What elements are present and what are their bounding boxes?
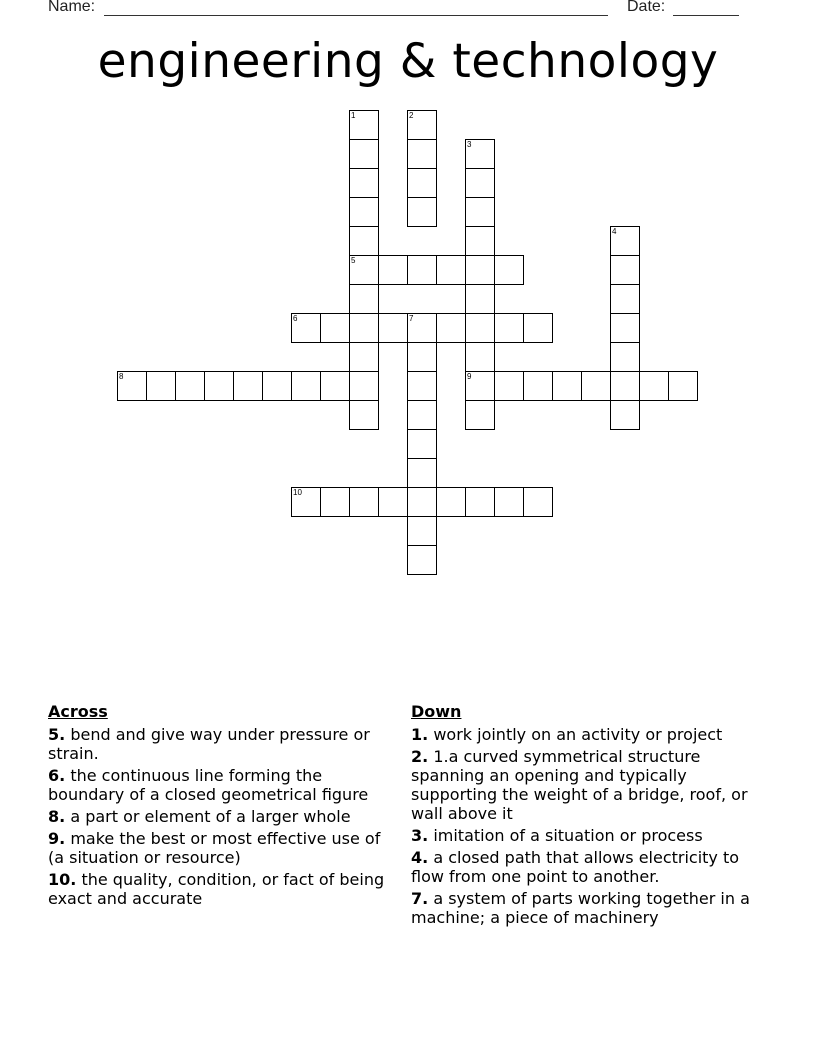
grid-cell[interactable] [523, 487, 553, 517]
cell-number: 9 [467, 372, 472, 381]
grid-cell[interactable] [465, 487, 495, 517]
clue-text: the continuous line forming the boundary of a closed geometrical figure [48, 766, 369, 804]
grid-cell[interactable] [349, 168, 379, 198]
grid-cell[interactable] [407, 255, 437, 285]
down-clue [411, 889, 763, 927]
grid-cell[interactable] [465, 226, 495, 256]
clue-text: imitation of a situation or process [433, 826, 703, 845]
grid-cell[interactable] [349, 139, 379, 169]
grid-cell[interactable] [320, 313, 350, 343]
across-clues [48, 702, 394, 911]
clue-number: 4. [411, 848, 429, 867]
grid-cell[interactable] [407, 197, 437, 227]
clue-text: make the best or most effective use of (a situation or resource) [48, 829, 381, 867]
clue-text: a closed path that allows electricity to flow from one point to another. [411, 848, 740, 886]
grid-cell[interactable] [407, 313, 437, 343]
grid-cell[interactable] [349, 110, 379, 140]
across-clue [48, 725, 394, 763]
grid-cell[interactable] [436, 313, 466, 343]
cell-number: 7 [409, 314, 414, 323]
grid-cell[interactable] [262, 371, 292, 401]
grid-cell[interactable] [378, 255, 408, 285]
cell-number: 4 [612, 227, 617, 236]
across-clue [48, 870, 394, 908]
clue-number: 2. [411, 747, 429, 766]
grid-cell[interactable] [320, 487, 350, 517]
grid-cell[interactable] [349, 342, 379, 372]
grid-cell[interactable] [465, 371, 495, 401]
grid-cell[interactable] [494, 371, 524, 401]
grid-cell[interactable] [494, 313, 524, 343]
grid-cell[interactable] [146, 371, 176, 401]
clue-number: 10. [48, 870, 77, 889]
grid-cell[interactable] [465, 313, 495, 343]
grid-cell[interactable] [465, 168, 495, 198]
grid-cell[interactable] [407, 371, 437, 401]
clue-number: 3. [411, 826, 429, 845]
grid-cell[interactable] [610, 313, 640, 343]
grid-cell[interactable] [610, 342, 640, 372]
grid-cell[interactable] [349, 371, 379, 401]
down-clue [411, 747, 763, 823]
grid-cell[interactable] [407, 545, 437, 575]
cell-number: 2 [409, 111, 414, 120]
clue-text: the quality, condition, or fact of being exact and accurate [48, 870, 385, 908]
grid-cell[interactable] [610, 226, 640, 256]
clue-text: a part or element of a larger whole [70, 807, 351, 826]
grid-cell[interactable] [610, 255, 640, 285]
grid-cell[interactable] [349, 284, 379, 314]
cell-number: 1 [351, 111, 356, 120]
clue-number: 8. [48, 807, 66, 826]
grid-cell[interactable] [668, 371, 698, 401]
grid-cell[interactable] [407, 516, 437, 546]
clue-text: work jointly on an activity or project [433, 725, 723, 744]
grid-cell[interactable] [349, 313, 379, 343]
grid-cell[interactable] [349, 487, 379, 517]
grid-cell[interactable] [610, 284, 640, 314]
grid-cell[interactable] [233, 371, 263, 401]
down-clue [411, 848, 763, 886]
grid-cell[interactable] [610, 400, 640, 430]
down-clue [411, 725, 763, 744]
grid-cell[interactable] [610, 371, 640, 401]
down-heading: Down [411, 702, 462, 721]
grid-cell[interactable] [465, 139, 495, 169]
grid-cell[interactable] [581, 371, 611, 401]
grid-cell[interactable] [494, 487, 524, 517]
clue-number: 5. [48, 725, 66, 744]
grid-cell[interactable] [378, 487, 408, 517]
name-label: Name: [48, 0, 96, 15]
grid-cell[interactable] [349, 400, 379, 430]
clue-text: bend and give way under pressure or strain. [48, 725, 370, 763]
cell-number: 5 [351, 256, 356, 265]
grid-cell[interactable] [523, 313, 553, 343]
grid-cell[interactable] [378, 313, 408, 343]
grid-cell[interactable] [407, 429, 437, 459]
across-clue [48, 807, 394, 826]
grid-cell[interactable] [407, 458, 437, 488]
grid-cell[interactable] [407, 342, 437, 372]
clue-number: 1. [411, 725, 429, 744]
grid-cell[interactable] [407, 487, 437, 517]
clue-number: 9. [48, 829, 66, 848]
grid-cell[interactable] [465, 400, 495, 430]
clue-text: 1.a curved symmetrical structure spanning an opening and typically supporting the weight of a bridge, roof, or wall above it [411, 747, 748, 823]
grid-cell[interactable] [407, 110, 437, 140]
down-clues [411, 702, 763, 930]
grid-cell[interactable] [320, 371, 350, 401]
grid-cell[interactable] [407, 400, 437, 430]
grid-cell[interactable] [291, 371, 321, 401]
grid-cell[interactable] [465, 255, 495, 285]
grid-cell[interactable] [117, 371, 147, 401]
grid-cell[interactable] [175, 371, 205, 401]
date-label: Date: [627, 0, 666, 15]
grid-cell[interactable] [349, 197, 379, 227]
grid-cell[interactable] [204, 371, 234, 401]
grid-cell[interactable] [465, 342, 495, 372]
clue-number: 6. [48, 766, 66, 785]
clue-number: 7. [411, 889, 429, 908]
page-title: engineering & technology [97, 34, 719, 89]
grid-cell[interactable] [291, 487, 321, 517]
grid-cell[interactable] [291, 313, 321, 343]
grid-cell[interactable] [407, 139, 437, 169]
grid-cell[interactable] [349, 255, 379, 285]
grid-cell[interactable] [436, 487, 466, 517]
down-clue [411, 826, 763, 845]
cell-number: 3 [467, 140, 472, 149]
grid-cell[interactable] [436, 255, 466, 285]
across-clue [48, 766, 394, 804]
cell-number: 6 [293, 314, 298, 323]
grid-cell[interactable] [523, 371, 553, 401]
grid-cell[interactable] [639, 371, 669, 401]
grid-cell[interactable] [349, 226, 379, 256]
grid-cell[interactable] [465, 284, 495, 314]
clue-text: a system of parts working together in a machine; a piece of machinery [411, 889, 750, 927]
cell-number: 8 [119, 372, 124, 381]
grid-cell[interactable] [407, 168, 437, 198]
grid-cell[interactable] [552, 371, 582, 401]
across-clue [48, 829, 394, 867]
grid-cell[interactable] [494, 255, 524, 285]
across-heading: Across [48, 702, 108, 721]
grid-cell[interactable] [465, 197, 495, 227]
cell-number: 10 [293, 488, 302, 497]
